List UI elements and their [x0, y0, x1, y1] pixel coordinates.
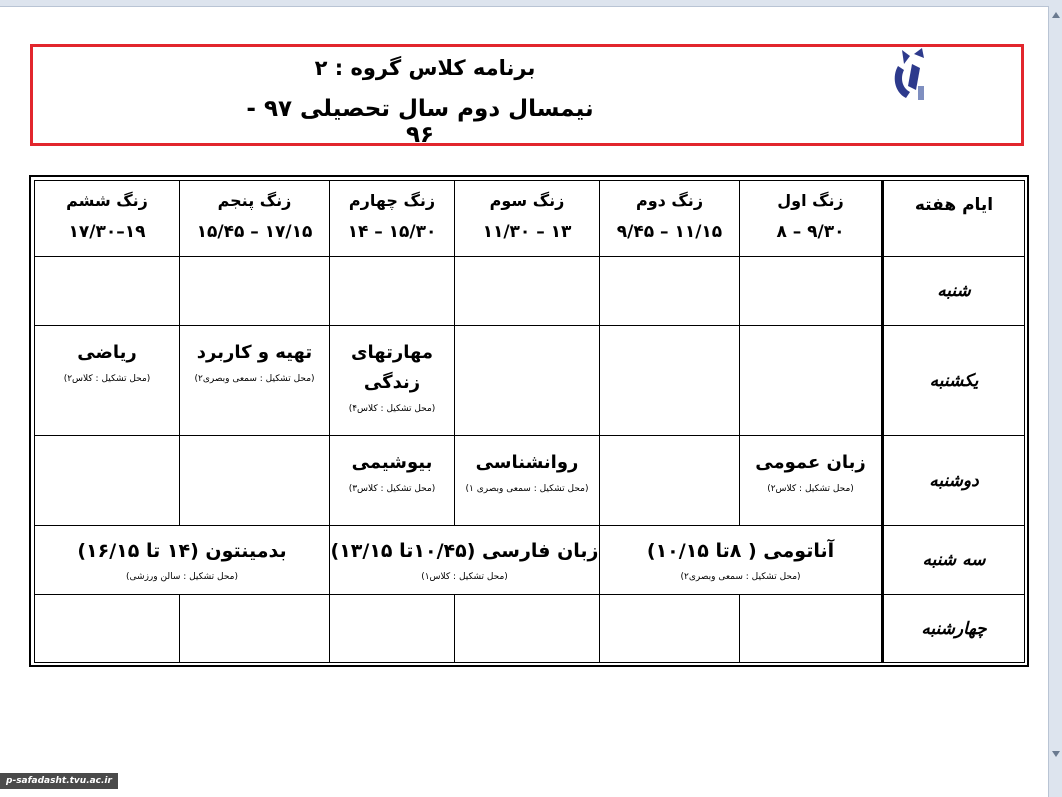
class-cell [740, 436, 883, 526]
period-time: ۱۴ – ۱۵/۳۰ [347, 222, 437, 242]
empty-cell [600, 326, 740, 436]
university-logo-icon [888, 46, 928, 106]
course-location: (محل تشکیل : کلاس۳) [348, 484, 436, 494]
period-name: زنگ اول [777, 191, 844, 210]
course-location: (محل تشکیل : سالن ورزشی) [126, 572, 238, 582]
course-title: مهارتهای زندگی [350, 342, 434, 393]
days-header [883, 181, 1025, 257]
course-title: روانشناسی [475, 452, 579, 473]
empty-cell [455, 595, 600, 663]
table-row-saturday [35, 257, 1025, 326]
empty-cell [600, 257, 740, 326]
course-title: زبان فارسی (۱۰/۴۵تا ۱۳/۱۵) [330, 540, 599, 562]
empty-cell [600, 595, 740, 663]
period-6-header [35, 181, 180, 257]
page-subtitle: نیمسال دوم سال تحصیلی ۹۷ - ۹۶ [246, 96, 594, 148]
footer-site-url: p-safadasht.tvu.ac.ir [0, 773, 118, 789]
period-name: زنگ دوم [635, 191, 704, 210]
empty-cell [330, 595, 455, 663]
day-sunday: یکشنبه [883, 326, 1025, 436]
course-location: (محل تشکیل : سمعی وبصری۲) [194, 374, 315, 384]
course-location: (محل تشکیل : کلاس۱) [421, 572, 508, 582]
table-row-sunday [35, 326, 1025, 436]
course-location: (محل تشکیل : سمعی وبصری ۱) [465, 484, 589, 494]
course-location: (محل تشکیل : کلاس۲) [767, 484, 854, 494]
course-title: بیوشیمی [351, 452, 433, 473]
period-time: ۱۷/۳۰–۱۹ [68, 222, 146, 242]
vertical-scrollbar[interactable] [1048, 6, 1062, 797]
empty-cell [455, 257, 600, 326]
period-3-header [455, 181, 600, 257]
day-wednesday: چهارشنبه [883, 595, 1025, 663]
course-title: بدمینتون (۱۴ تا ۱۶/۱۵) [77, 540, 287, 562]
course-title: تهیه و کاربرد [196, 342, 313, 363]
table-row-wednesday [35, 595, 1025, 663]
empty-cell [180, 436, 330, 526]
period-5-header [180, 181, 330, 257]
empty-cell [600, 436, 740, 526]
class-cell [180, 326, 330, 436]
scroll-down-arrow-icon[interactable] [1052, 751, 1060, 757]
course-title: ریاضی [77, 342, 137, 363]
period-name: زنگ سوم [489, 191, 565, 210]
empty-cell [180, 257, 330, 326]
course-location: (محل تشکیل : کلاس۴) [348, 404, 436, 414]
empty-cell [35, 595, 180, 663]
empty-cell [35, 257, 180, 326]
day-monday: دوشنبه [883, 436, 1025, 526]
period-name: زنگ ششم [66, 191, 148, 210]
course-location: (محل تشکیل : سمعی وبصری۲) [680, 572, 801, 582]
empty-cell [455, 326, 600, 436]
course-title: آناتومی ( ۸تا ۱۰/۱۵) [646, 540, 835, 562]
period-4-header [330, 181, 455, 257]
class-schedule-table [34, 180, 1025, 663]
table-row-tuesday [35, 526, 1025, 595]
empty-cell [740, 595, 883, 663]
period-time: ۹/۴۵ – ۱۱/۱۵ [616, 222, 723, 242]
period-time: ۱۵/۴۵ – ۱۷/۱۵ [196, 222, 313, 242]
empty-cell [740, 326, 883, 436]
class-cell [330, 326, 455, 436]
class-cell [455, 436, 600, 526]
class-cell [600, 526, 883, 595]
days-header-label: ایام هفته [914, 195, 994, 215]
course-title: زبان عمومی [755, 452, 866, 473]
table-row-monday [35, 436, 1025, 526]
scroll-up-arrow-icon[interactable] [1052, 12, 1060, 18]
window-top-border [0, 0, 1062, 7]
empty-cell [740, 257, 883, 326]
empty-cell [330, 257, 455, 326]
empty-cell [35, 436, 180, 526]
class-cell [35, 526, 330, 595]
period-time: ۸ – ۹/۳۰ [776, 222, 845, 242]
class-cell [330, 526, 600, 595]
day-saturday: شنبه [883, 257, 1025, 326]
day-tuesday: سه شنبه [883, 526, 1025, 595]
class-cell [35, 326, 180, 436]
period-name: زنگ پنجم [217, 191, 292, 210]
period-1-header [740, 181, 883, 257]
empty-cell [180, 595, 330, 663]
class-cell [330, 436, 455, 526]
period-time: ۱۱/۳۰ – ۱۳ [482, 222, 572, 242]
period-2-header [600, 181, 740, 257]
course-location: (محل تشکیل : کلاس۲) [63, 374, 151, 384]
page-title: برنامه کلاس گروه : ۲ [314, 56, 536, 80]
table-header-row [35, 181, 1025, 257]
period-name: زنگ چهارم [348, 191, 436, 210]
